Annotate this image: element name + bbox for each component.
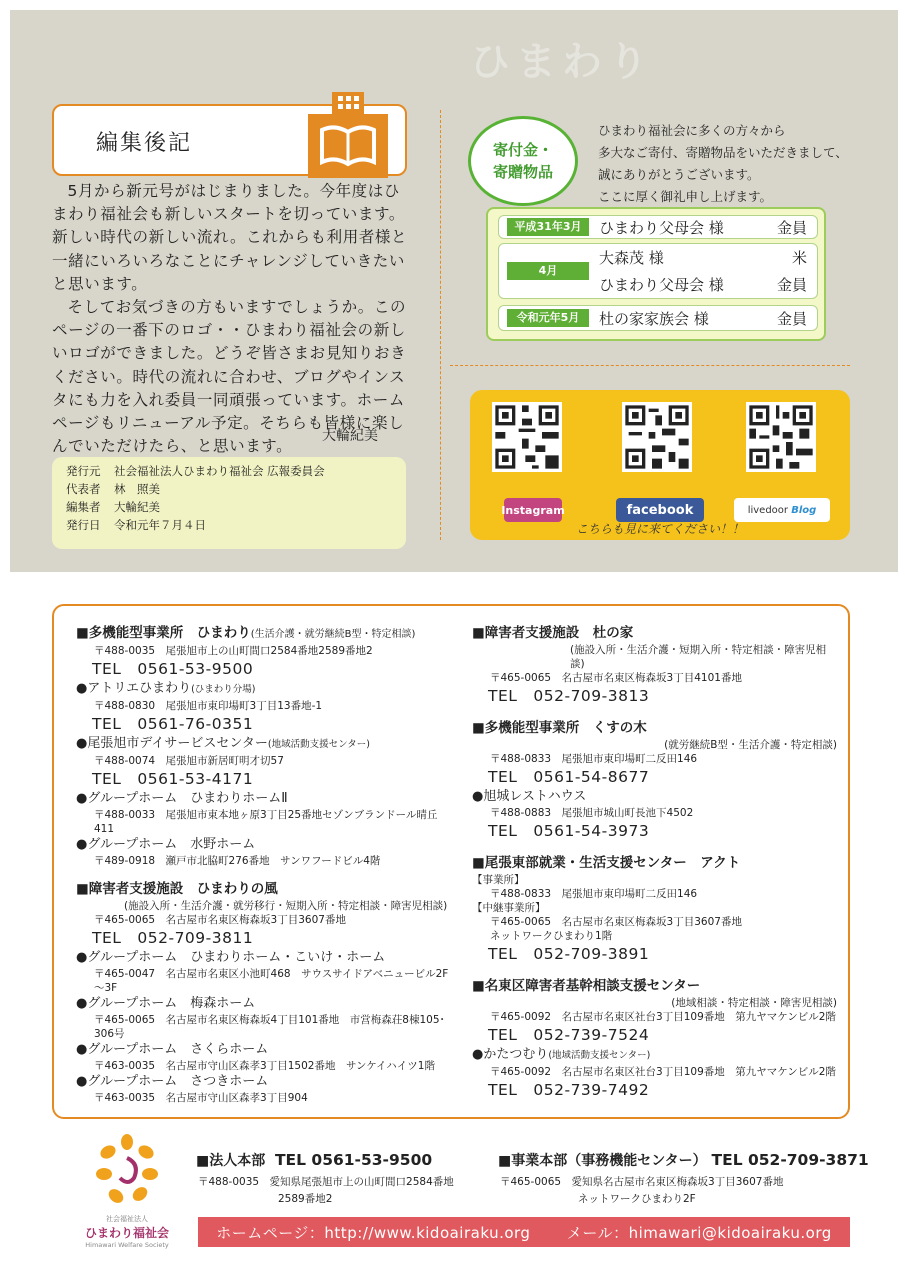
facility-name: ■名東区障害者基幹相談支援センター bbox=[472, 978, 701, 994]
business-hq-address: ネットワークひまわり2F bbox=[578, 1193, 696, 1205]
donations-label: 寄付金・ bbox=[492, 141, 553, 159]
hq-address: 2589番地2 bbox=[278, 1193, 333, 1205]
thanks-line: ここに厚く御礼申し上げます。 bbox=[598, 189, 773, 204]
blog-button[interactable] bbox=[734, 498, 830, 522]
email-link[interactable]: メール：himawari@kidoairaku.org bbox=[566, 1223, 832, 1242]
facility-phone: TEL 052-709-3813 bbox=[488, 687, 650, 705]
thanks-line: 多大なご寄付、寄贈物品をいただきまして、 bbox=[598, 145, 848, 160]
donation-row bbox=[498, 243, 818, 299]
facility-address: 〒465-0065 名古屋市名東区梅森坂3丁目4101番地 bbox=[490, 672, 742, 684]
afterword-author: 大輪紀美 bbox=[322, 428, 378, 444]
donation-row bbox=[498, 305, 818, 331]
donation-item: 金員 bbox=[776, 219, 807, 237]
facility-address: 〒465-0065 名古屋市名東区梅森坂3丁目3607番地 bbox=[490, 916, 742, 928]
logo-english: Himawari Welfare Society bbox=[85, 1241, 169, 1249]
facility-name: ●尾張旭市デイサービスセンター(地域活動支援センター) bbox=[76, 736, 370, 751]
facility-section-label: 【事業所】 bbox=[472, 874, 525, 886]
hq-label: ■法人本部 bbox=[196, 1153, 266, 1169]
directory-column-right bbox=[472, 624, 837, 1101]
homepage-link[interactable]: ホームページ：http://www.kidoairaku.org bbox=[216, 1223, 531, 1242]
donor-name: 大森茂 様 bbox=[599, 249, 664, 267]
facility-services: (地域相談・特定相談・障害児相談) bbox=[671, 997, 837, 1009]
logo-subtitle: 社会福祉法人 bbox=[106, 1215, 148, 1223]
donor-name: ひまわり父母会 様 bbox=[599, 219, 724, 237]
publication-key: 編集者 bbox=[66, 500, 101, 514]
facebook-qr-code[interactable] bbox=[622, 402, 692, 472]
facility-address: 〒489-0918 瀬戸市北脇町276番地 サンワフードビル4階 bbox=[94, 855, 381, 867]
facility-name: ●かたつむり(地域活動支援センター) bbox=[472, 1047, 651, 1062]
publication-row bbox=[66, 498, 406, 516]
publication-key: 発行元 bbox=[66, 464, 101, 478]
facility-directory bbox=[52, 604, 850, 1119]
facility-phone: TEL 0561-54-8677 bbox=[488, 768, 650, 786]
hq-phone: TEL 0561-53-9500 bbox=[274, 1151, 433, 1169]
donation-row bbox=[498, 215, 818, 239]
directory-column-left bbox=[76, 624, 456, 1105]
facility-name: ●グループホーム さくらホーム bbox=[76, 1042, 269, 1057]
instagram-qr-code[interactable] bbox=[492, 402, 562, 472]
publication-row bbox=[66, 480, 406, 498]
donations-badge bbox=[468, 116, 578, 206]
facility-section-label: 【中継事業所】 bbox=[472, 902, 546, 914]
facebook-label: facebook bbox=[626, 502, 694, 518]
facility-name: ■尾張東部就業・生活支援センター アクト bbox=[472, 855, 741, 871]
facility-phone: TEL 052-709-3891 bbox=[488, 945, 650, 963]
publication-key: 代表者 bbox=[66, 482, 101, 496]
afterword-header bbox=[52, 104, 407, 176]
facility-services: (施設入所・生活介護・就労移行・短期入所・特定相談・障害児相談) bbox=[124, 900, 448, 912]
sns-panel bbox=[470, 390, 850, 540]
facility-phone: TEL 052-739-7492 bbox=[488, 1081, 650, 1099]
publication-value: 令和元年７月４日 bbox=[114, 518, 206, 532]
facility-phone: TEL 052-709-3811 bbox=[92, 929, 254, 947]
facility-name: ●アトリエひまわり(ひまわり分場) bbox=[76, 681, 256, 696]
logo-name: ひまわり福祉会 bbox=[84, 1226, 169, 1240]
afterword-paragraph: そしてお気づきの方もいますでしょうか。このページの一番下のロゴ・・ひまわり福祉会の新しいロゴができました。どうぞ皆さまお見知りおきください。時代の流れに合わせ、ブログやインスタにも力を入れ委員一同頑張っています。ホームページもリニューアル予定。そちらも皆様に楽しんでいただけたら、と思います。 bbox=[52, 298, 407, 456]
background-watermark: ひまわり bbox=[470, 39, 654, 85]
donation-date: 4月 bbox=[507, 262, 589, 280]
donations-thanks bbox=[598, 120, 848, 208]
donation-date: 平成31年3月 bbox=[507, 218, 589, 236]
afterword-paragraph: 5月から新元号がはじまりました。今年度はひまわり福祉会も新しいスタートを切っています。新しい時代の新しい流れ。これからも利用者様と一緒にいろいろなことにチャレンジしていきたいと思います。 bbox=[52, 182, 408, 293]
facility-phone: TEL 0561-76-0351 bbox=[92, 715, 254, 733]
sns-cta: こちらも見に来てください！！ bbox=[575, 522, 744, 536]
facility-address: 〒465-0092 名古屋市名東区社台3丁目109番地 第九ヤマケンビル2階 bbox=[490, 1066, 836, 1078]
facility-name: ●グループホーム ひまわりホームⅡ bbox=[76, 791, 288, 806]
donation-item: 米 bbox=[791, 249, 807, 267]
column-divider bbox=[440, 110, 441, 540]
facility-name: ■障害者支援施設 ひまわりの風 bbox=[76, 881, 278, 897]
facility-address: 〒488-0035 尾張旭市上の山町間口2584番地2589番地2 bbox=[94, 645, 373, 657]
donation-date: 令和元年5月 bbox=[507, 309, 589, 327]
facility-name: ●グループホーム 水野ホーム bbox=[76, 837, 256, 852]
business-hq-contact bbox=[498, 1150, 869, 1208]
hq-contact bbox=[196, 1150, 454, 1208]
facility-name: ■多機能型事業所 ひまわり(生活介護・就労継続B型・特定相談) bbox=[76, 625, 416, 641]
facility-address: 〒488-0830 尾張旭市東印場町3丁目13番地-1 bbox=[94, 700, 323, 712]
hq-address: 〒488-0035 愛知県尾張旭市上の山町間口2584番地 bbox=[198, 1176, 454, 1188]
donations-label: 寄贈物品 bbox=[492, 163, 553, 181]
facility-phone: TEL 052-739-7524 bbox=[488, 1026, 650, 1044]
publication-key: 発行日 bbox=[66, 518, 101, 532]
facility-name: ●グループホーム 梅森ホーム bbox=[76, 996, 256, 1011]
facility-address: 〒465-0092 名古屋市名東区社台3丁目109番地 第九ヤマケンビル2階 bbox=[490, 1011, 836, 1023]
publication-row bbox=[66, 462, 406, 480]
facility-phone: TEL 0561-54-3973 bbox=[488, 822, 650, 840]
facility-name: ■障害者支援施設 杜の家 bbox=[472, 625, 634, 641]
facility-name: ■多機能型事業所 くすの木 bbox=[472, 720, 647, 736]
thanks-line: 誠にありがとうございます。 bbox=[598, 167, 760, 182]
blog-qr-code[interactable] bbox=[746, 402, 816, 472]
facility-address: 〒463-0035 名古屋市守山区森孝3丁目904 bbox=[94, 1092, 308, 1104]
facility-phone: TEL 0561-53-4171 bbox=[92, 770, 254, 788]
facility-address: 〒488-0833 尾張旭市東印場町二反田146 bbox=[490, 753, 698, 765]
facility-address: 〒488-0833 尾張旭市東印場町二反田146 bbox=[490, 888, 698, 900]
instagram-label: Instagram bbox=[501, 503, 565, 517]
facility-address: 〒488-0033 尾張旭市東本地ヶ原3丁目25番地セゾンブランドール晴丘411 bbox=[94, 809, 438, 835]
facility-name: ●旭城レストハウス bbox=[472, 789, 587, 804]
facility-address: 〒488-0074 尾張旭市新居町明才切57 bbox=[94, 755, 284, 767]
facility-address: 〒465-0047 名古屋市名東区小池町468 サウスサイドアベニュービル2F～3F bbox=[94, 968, 449, 994]
facility-address: 〒488-0883 尾張旭市城山町長池下4502 bbox=[490, 807, 694, 819]
organization-logo bbox=[82, 1134, 172, 1249]
afterword-text bbox=[52, 180, 410, 458]
facility-address: 〒465-0065 名古屋市名東区梅森坂3丁目3607番地 bbox=[94, 914, 346, 926]
donor-name: 杜の家家族会 様 bbox=[599, 310, 709, 328]
facebook-button[interactable] bbox=[616, 498, 704, 522]
facility-name: ●グループホーム ひまわりホーム・こいけ・ホーム bbox=[76, 950, 386, 965]
publication-row bbox=[66, 516, 406, 534]
sunflower-logo-icon bbox=[94, 1134, 160, 1210]
business-hq-label: ■事業本部（事務機能センター） bbox=[498, 1153, 707, 1169]
business-hq-address: 〒465-0065 愛知県名古屋市名東区梅森坂3丁目3607番地 bbox=[500, 1176, 784, 1188]
thanks-line: ひまわり福祉会に多くの方々から bbox=[598, 123, 786, 138]
facility-address: 〒463-0035 名古屋市守山区森孝3丁目1502番地 サンケイハイツ1階 bbox=[94, 1060, 435, 1072]
contact-bar bbox=[198, 1217, 850, 1247]
facility-services: (施設入所・生活介護・短期入所・特定相談・障害児相談) bbox=[570, 644, 827, 670]
section-divider bbox=[450, 365, 850, 366]
book-icon bbox=[308, 92, 388, 178]
donation-item: 金員 bbox=[776, 276, 807, 294]
donor-name: ひまわり父母会 様 bbox=[599, 276, 724, 294]
publication-info bbox=[52, 457, 406, 549]
facility-address: ネットワークひまわり1階 bbox=[490, 930, 613, 942]
publication-value: 林 照美 bbox=[114, 482, 160, 496]
business-hq-phone: TEL 052-709-3871 bbox=[711, 1151, 869, 1169]
donation-item: 金員 bbox=[776, 310, 807, 328]
blog-label-accent: Blog bbox=[791, 504, 817, 516]
donations-table bbox=[486, 207, 826, 341]
instagram-button[interactable] bbox=[501, 498, 565, 522]
publication-value: 大輪紀美 bbox=[114, 500, 160, 514]
afterword-title: 編集後記 bbox=[96, 131, 193, 156]
facility-address: 〒465-0065 名古屋市名東区梅森坂4丁目101番地 市営梅森荘8棟105･306号 bbox=[94, 1014, 445, 1040]
publication-value: 社会福祉法人ひまわり福祉会 広報委員会 bbox=[114, 464, 325, 478]
facility-phone: TEL 0561-53-9500 bbox=[92, 660, 254, 678]
facility-services: (就労継続B型・生活介護・特定相談) bbox=[664, 739, 837, 751]
facility-name: ●グループホーム さつきホーム bbox=[76, 1074, 269, 1089]
blog-label: livedoor bbox=[747, 504, 789, 516]
